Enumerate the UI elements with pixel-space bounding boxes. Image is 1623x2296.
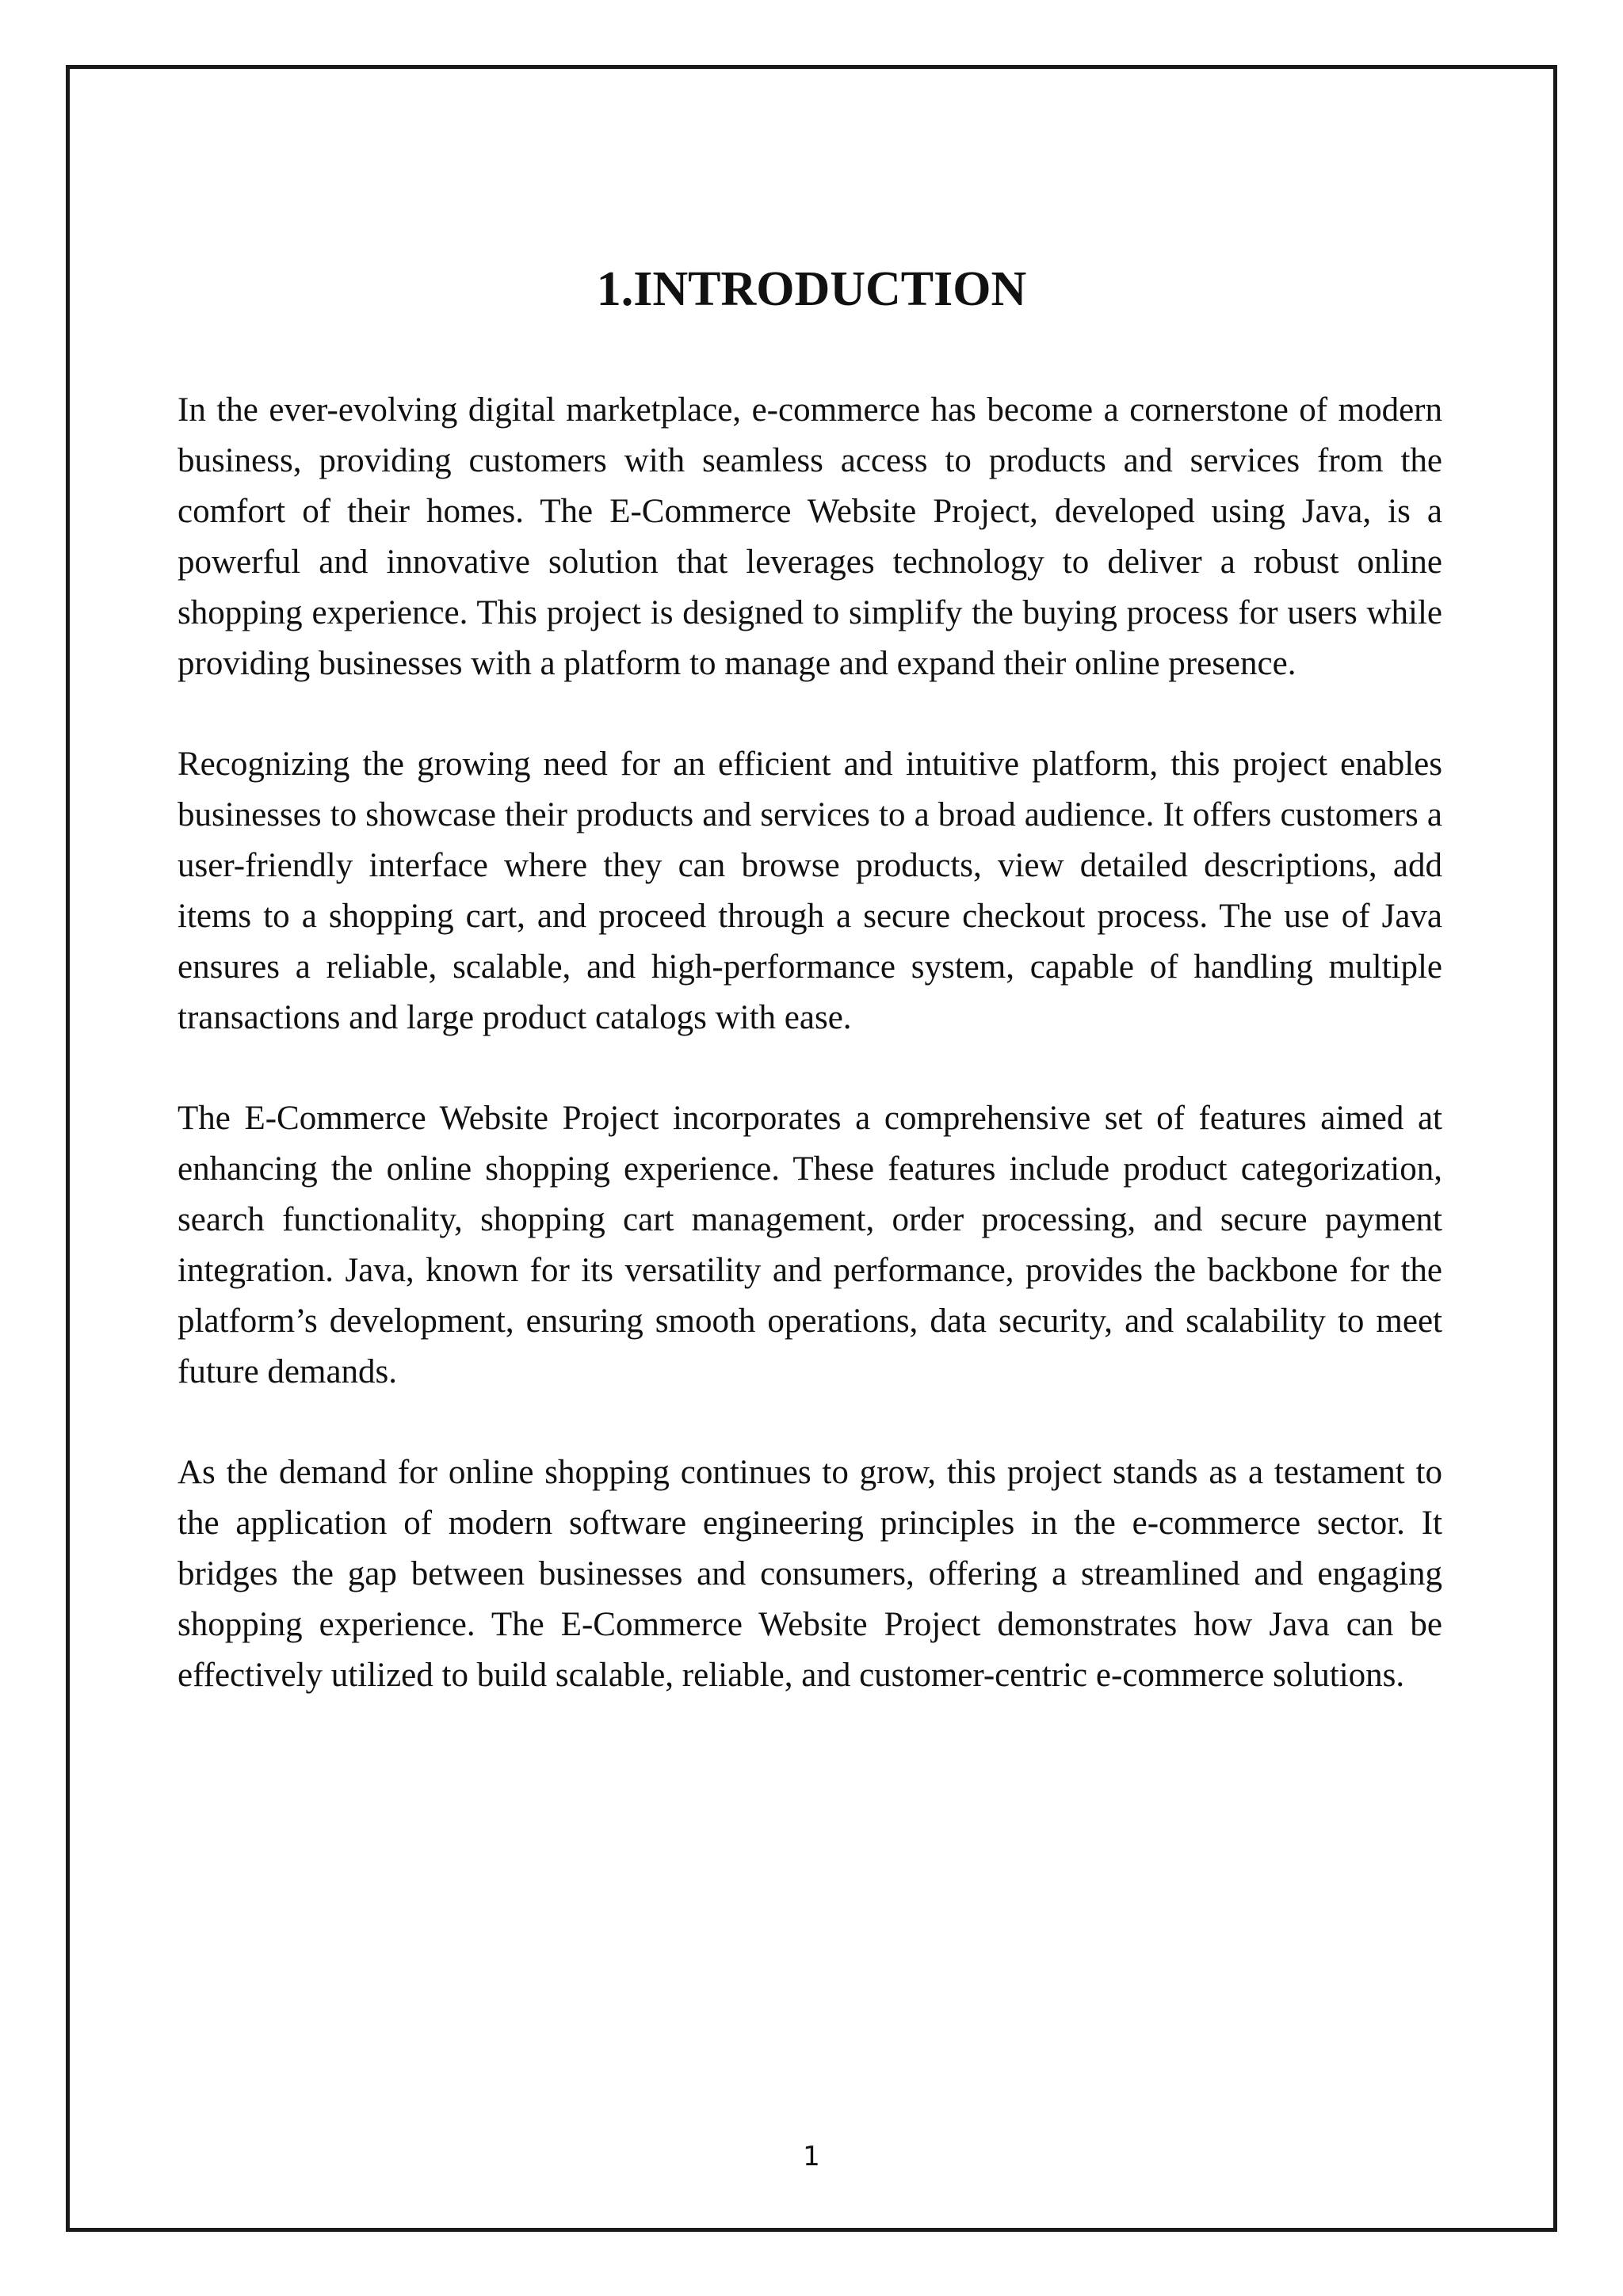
body-text (178, 385, 1442, 1701)
paragraph-4: As the demand for online shopping continues to grow, this project stands as a testament to the application of modern software engineering principles in the e-commerce sector. It bridges the gap between businesses and consumers, offering a streamlined and engaging shopping experience. The E-Commerce Website Project demonstrates how Java can be effectively utilized to build scalable, reliable, and customer-centric e-commerce solutions. (178, 1454, 1442, 1694)
paragraph-3: The E-Commerce Website Project incorporates a comprehensive set of features aimed at enhancing the online shopping experience. These features include product categorization, search functionality, shopping cart management, order processing, and secure payment integration. Java, known for its versatility and performance, provides the backbone for the platform’s development, ensuring smooth operations, data security, and scalability to meet future demands. (178, 1100, 1442, 1390)
paragraph-1: In the ever-evolving digital marketplace, e-commerce has become a cornerstone of modern business, providing customers with seamless access to products and services from the comfort of their homes. The E-Commerce Website Project, developed using Java, is a powerful and innovative solution that leverages technology to deliver a robust online shopping experience. This project is designed to simplify the buying process for users while providing businesses with a platform to manage and expand their online presence. (178, 391, 1442, 682)
paragraph-2: Recognizing the growing need for an efficient and intuitive platform, this project enables businesses to showcase their products and services to a broad audience. It offers customers a user-friendly interface where they can browse products, view detailed descriptions, add items to a shopping cart, and proceed through a secure checkout process. The use of Java ensures a reliable, scalable, and high-performance system, capable of handling multiple transactions and large product catalogs with ease. (178, 746, 1442, 1036)
page-title: 1.INTRODUCTION (596, 262, 1027, 316)
page-number: 1 (803, 2141, 820, 2172)
